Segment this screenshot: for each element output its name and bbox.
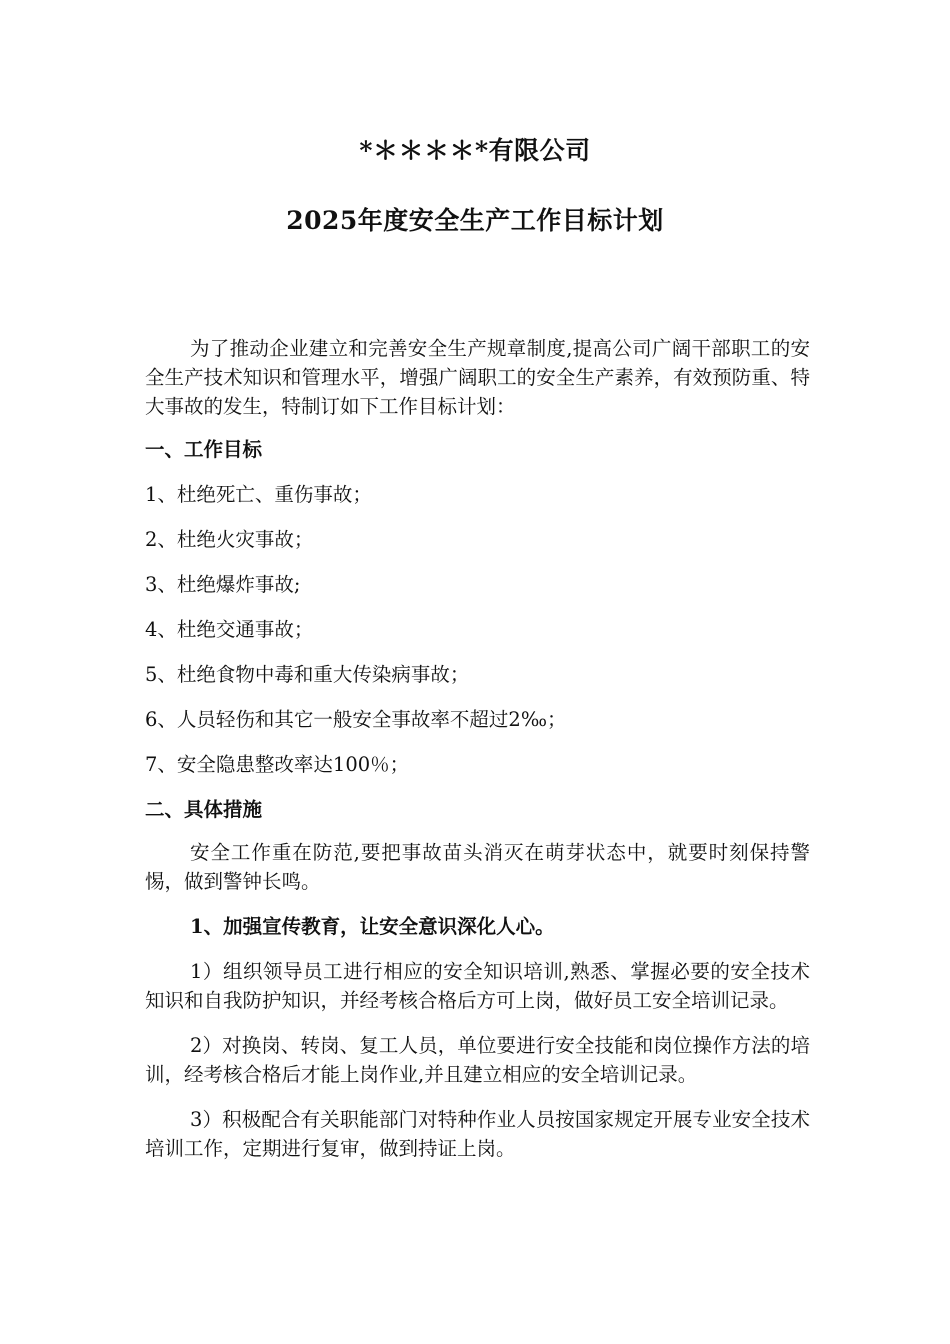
measures-intro-paragraph: 安全工作重在防范,要把事故苗头消灭在萌芽状态中，就要时刻保持警惕，做到警钟长鸣。: [145, 841, 810, 893]
goal-item: 2、杜绝火灾事故；: [145, 528, 314, 551]
measure-subheading: 1、加强宣传教育，让安全意识深化人心。: [190, 915, 555, 938]
measure-paragraph: 1）组织领导员工进行相应的安全知识培训,熟悉、掌握必要的安全技术知识和自我防护知识，并经考核合格后方可上岗，做好员工安全培训记录。: [145, 960, 810, 1012]
goal-item: 1、杜绝死亡、重伤事故；: [145, 483, 372, 506]
intro-paragraph: 为了推动企业建立和完善安全生产规章制度,提高公司广阔干部职工的安全生产技术知识和管理水平，增强广阔职工的安全生产素养，有效预防重、特大事故的发生，特制订如下工作目标计划：: [145, 337, 810, 418]
goal-item: 5、杜绝食物中毒和重大传染病事故；: [145, 663, 470, 686]
goal-item: 7、安全隐患整改率达100％；: [145, 753, 410, 776]
section-heading-goals: 一、工作目标: [145, 438, 263, 461]
company-name: *＊＊＊＊*有限公司: [359, 136, 591, 165]
goal-item: 3、杜绝爆炸事故;: [145, 573, 301, 596]
measure-paragraph: 2）对换岗、转岗、复工人员，单位要进行安全技能和岗位操作方法的培训，经考核合格后才能上岗作业,并且建立相应的安全培训记录。: [145, 1034, 810, 1086]
section-heading-measures: 二、具体措施: [145, 798, 263, 821]
measure-paragraph: 3）积极配合有关职能部门对特种作业人员按国家规定开展专业安全技术培训工作，定期进行复审，做到持证上岗。: [145, 1108, 810, 1160]
document-title: 2025年度安全生产工作目标计划: [286, 206, 664, 235]
goal-item: 4、杜绝交通事故；: [145, 618, 314, 641]
goal-item: 6、人员轻伤和其它一般安全事故率不超过2‰；: [145, 708, 567, 731]
document-body: [145, 334, 810, 1163]
